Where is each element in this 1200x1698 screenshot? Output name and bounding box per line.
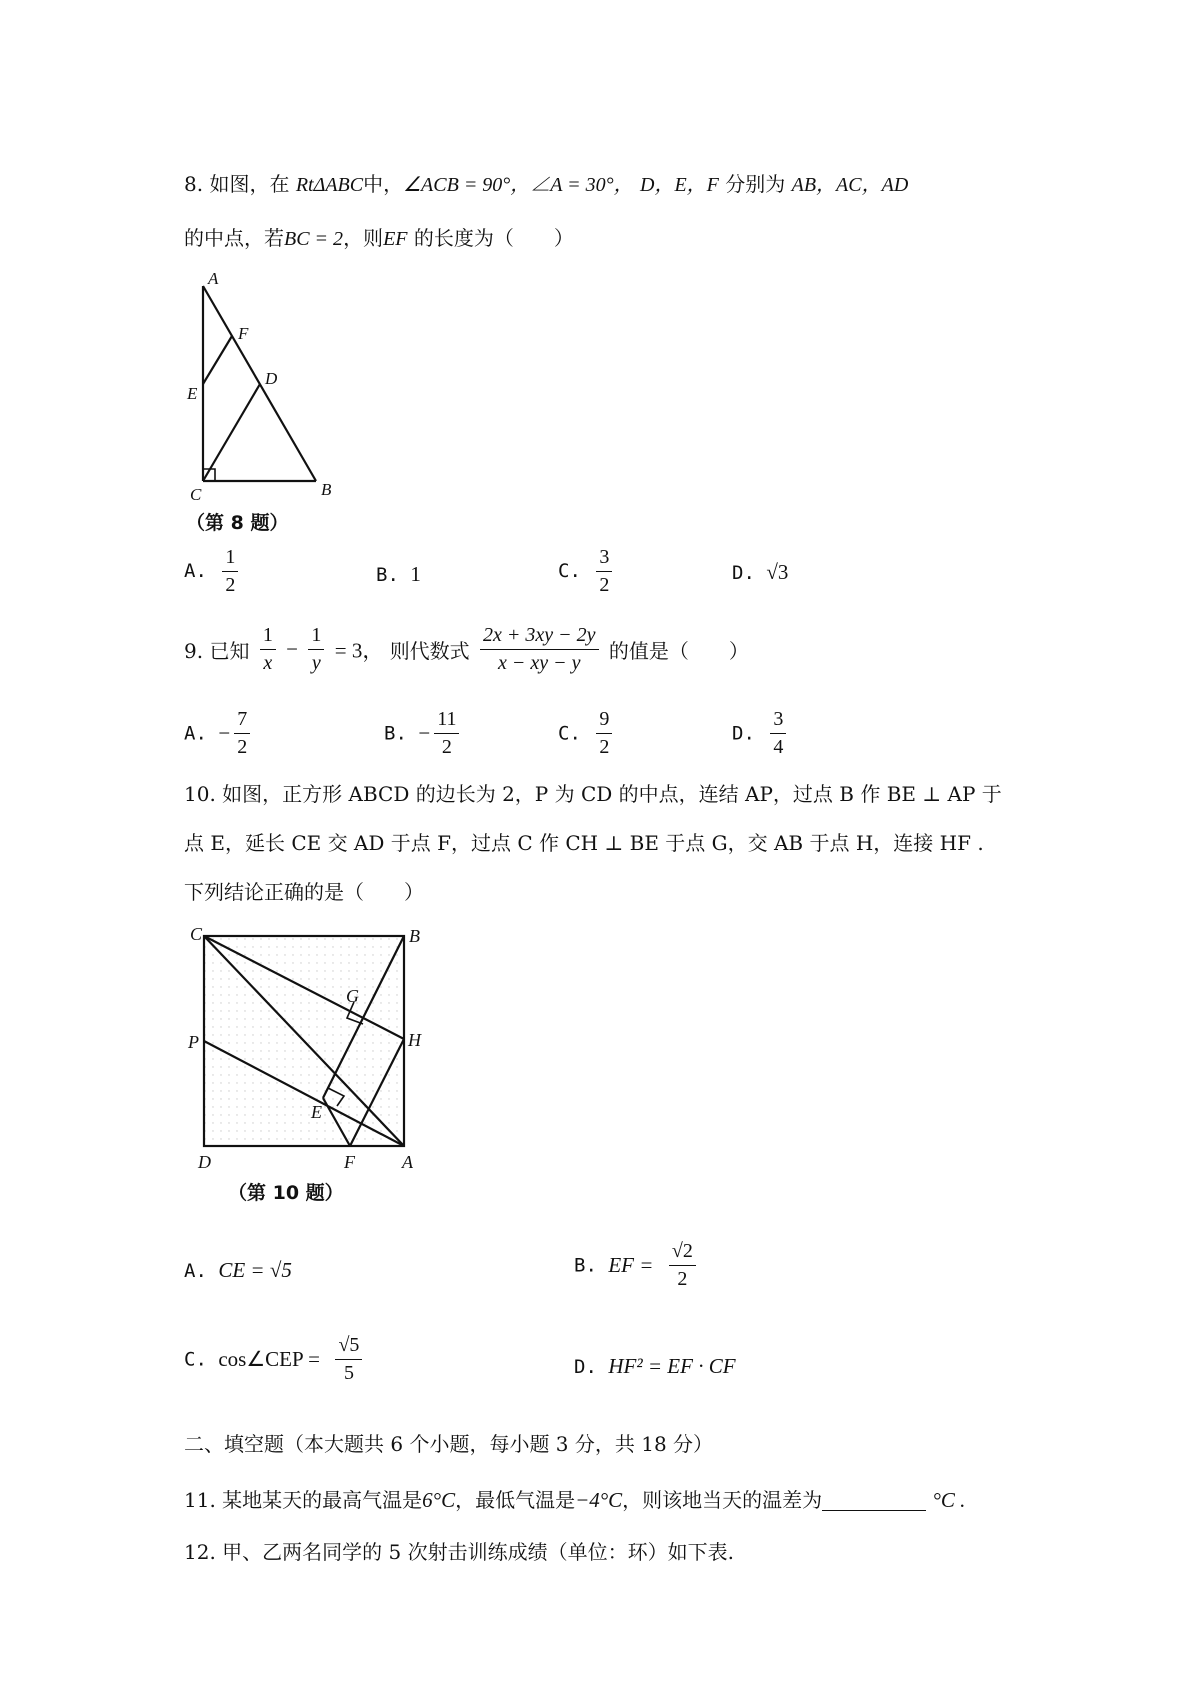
q10-label-p: P bbox=[188, 1032, 199, 1052]
q9-expr-num: 2x + 3xy − 2y bbox=[480, 624, 599, 650]
q10-option-b-left: EF = bbox=[608, 1253, 654, 1277]
q8-text: 分别为 bbox=[725, 172, 786, 196]
q8-option-a bbox=[184, 546, 242, 597]
q8-option-c-num: 3 bbox=[596, 546, 612, 572]
q10-option-b-letter: B. bbox=[574, 1254, 597, 1277]
q8-option-d bbox=[732, 560, 788, 585]
q9-option-b-fraction bbox=[434, 708, 459, 759]
q10-stem-line2: 点 E，延长 CE 交 AD 于点 F，过点 C 作 CH ⊥ BE 于点 G，交 AB 于点 H，连接 HF . bbox=[184, 831, 984, 855]
q9-option-a-num: 7 bbox=[234, 708, 250, 734]
q8-option-b-letter: B. bbox=[376, 564, 399, 586]
q10-option-a-letter: A. bbox=[184, 1260, 207, 1282]
q8-text: ，则 bbox=[343, 226, 384, 250]
q9-option-a-sign: − bbox=[218, 721, 231, 745]
q10-label-h: H bbox=[408, 1030, 421, 1050]
q8-segment-ef bbox=[203, 336, 232, 384]
q8-figure bbox=[178, 268, 358, 508]
q8-text: 的长度为（ ） bbox=[413, 226, 574, 250]
q8-angles: ∠ACB = 90°，∠A = 30°， bbox=[403, 174, 634, 196]
q8-option-c-fraction bbox=[596, 546, 612, 597]
q8-option-d-value: √3 bbox=[766, 560, 789, 584]
q8-option-b-value: 1 bbox=[410, 562, 421, 586]
q9-fraction-2 bbox=[308, 624, 324, 675]
q8-bc: BC = 2 bbox=[284, 228, 344, 250]
q10-option-c bbox=[184, 1334, 366, 1385]
q11-answer-blank[interactable] bbox=[822, 1490, 926, 1511]
q9-option-c-letter: C. bbox=[558, 722, 581, 745]
q9-f2-num: 1 bbox=[308, 624, 324, 650]
q9-option-b bbox=[384, 708, 463, 759]
q11-low-temp: −4°C bbox=[575, 1488, 623, 1512]
q10-label-e: E bbox=[311, 1102, 322, 1122]
q11-text: ，最低气温是 bbox=[455, 1488, 576, 1512]
q9-equals: = 3， bbox=[334, 638, 384, 663]
q8-option-c bbox=[558, 546, 616, 597]
q9-f1-num: 1 bbox=[260, 624, 276, 650]
q11-high-temp: 6°C bbox=[422, 1488, 456, 1512]
q8-label-b: B bbox=[321, 480, 332, 499]
q10-option-b bbox=[574, 1240, 700, 1291]
q8-segment-cd bbox=[203, 384, 260, 481]
q9-expr-den: x − xy − y bbox=[498, 652, 581, 674]
q8-option-a-fraction bbox=[222, 546, 238, 597]
q9-option-a-letter: A. bbox=[184, 722, 207, 745]
q9-option-a-fraction bbox=[234, 708, 250, 759]
q8-option-d-letter: D. bbox=[732, 562, 755, 584]
q10-label-f: F bbox=[344, 1152, 355, 1172]
q9-option-b-den: 2 bbox=[441, 736, 452, 758]
q9-option-a-den: 2 bbox=[237, 736, 248, 758]
q8-label-e: E bbox=[187, 384, 198, 403]
q8-ef: EF bbox=[383, 228, 408, 250]
q10-caption: （第 10 题） bbox=[228, 1182, 344, 1204]
q10-label-a: A bbox=[402, 1152, 413, 1172]
q9-option-b-letter: B. bbox=[384, 722, 407, 745]
q9-option-c-num: 9 bbox=[596, 708, 612, 734]
q9-stem bbox=[184, 624, 749, 675]
q9-f1-den: x bbox=[263, 652, 273, 674]
q8-text: 8. 如图，在 bbox=[184, 172, 290, 196]
q8-stem-line2 bbox=[184, 222, 574, 251]
q10-option-d bbox=[574, 1354, 736, 1379]
q9-fraction-1 bbox=[260, 624, 276, 675]
q8-option-c-letter: C. bbox=[558, 560, 581, 582]
q8-label-f: F bbox=[238, 324, 249, 343]
q10-option-d-letter: D. bbox=[574, 1356, 597, 1378]
q9-expression bbox=[480, 624, 599, 675]
q9-option-d-letter: D. bbox=[732, 722, 755, 745]
q8-text: 的中点，若 bbox=[184, 226, 284, 250]
q9-option-a bbox=[184, 708, 254, 759]
q9-option-c-den: 2 bbox=[599, 736, 610, 758]
q11-unit: °C . bbox=[932, 1488, 966, 1512]
q12-stem: 12. 甲、乙两名同学的 5 次射击训练成绩（单位：环）如下表. bbox=[184, 1540, 734, 1564]
q9-text: 的值是（ ） bbox=[608, 639, 749, 663]
q8-option-a-letter: A. bbox=[184, 560, 207, 582]
q8-option-b bbox=[376, 562, 421, 587]
q10-option-d-text: HF² = EF · CF bbox=[608, 1354, 736, 1378]
q8-caption: （第 8 题） bbox=[186, 512, 289, 534]
q8-text: 中， bbox=[363, 172, 404, 196]
q11-stem bbox=[184, 1484, 965, 1513]
q9-option-d-fraction bbox=[770, 708, 786, 759]
q10-label-g: G bbox=[346, 986, 359, 1006]
q8-option-c-den: 2 bbox=[599, 574, 610, 596]
q10-option-c-den: 5 bbox=[343, 1362, 354, 1384]
section-heading: 二、填空题（本大题共 6 个小题，每小题 3 分，共 18 分） bbox=[184, 1432, 714, 1456]
q8-option-a-den: 2 bbox=[225, 574, 236, 596]
q10-option-c-fraction bbox=[335, 1334, 362, 1385]
q10-label-b: B bbox=[409, 926, 420, 946]
q10-option-c-letter: C. bbox=[184, 1348, 207, 1371]
q11-text: ，则该地当天的温差为 bbox=[622, 1488, 823, 1512]
q8-label-c: C bbox=[190, 485, 202, 504]
q11-text: 11. 某地某天的最高气温是 bbox=[184, 1488, 423, 1512]
q9-option-b-sign: − bbox=[418, 721, 431, 745]
q10-option-a bbox=[184, 1258, 292, 1283]
q10-stem-line3: 下列结论正确的是（ ） bbox=[184, 880, 424, 904]
q10-option-c-left: cos∠CEP = bbox=[218, 1347, 320, 1371]
q10-figure bbox=[180, 922, 450, 1184]
q9-option-c-fraction bbox=[596, 708, 612, 759]
q9-f2-den: y bbox=[311, 652, 321, 674]
q9-option-d bbox=[732, 708, 790, 759]
q10-option-c-num: √5 bbox=[335, 1334, 362, 1360]
q9-option-d-num: 3 bbox=[770, 708, 786, 734]
q10-option-b-den: 2 bbox=[677, 1268, 688, 1290]
q10-stem-line1: 10. 如图，正方形 ABCD 的边长为 2，P 为 CD 的中点，连结 AP，过点 B 作 BE ⊥ AP 于 bbox=[184, 782, 1002, 806]
q9-minus: − bbox=[286, 637, 299, 661]
q8-label-a: A bbox=[208, 269, 219, 288]
q10-option-b-fraction bbox=[669, 1240, 696, 1291]
q10-label-d: D bbox=[198, 1152, 211, 1172]
q9-text: 9. 已知 bbox=[184, 639, 250, 663]
q8-sides: AB，AC，AD bbox=[791, 174, 909, 196]
q9-option-b-num: 11 bbox=[434, 708, 459, 734]
q9-text: 则代数式 bbox=[389, 639, 470, 663]
q8-triangle: RtΔABC bbox=[295, 174, 364, 196]
q10-option-b-num: √2 bbox=[669, 1240, 696, 1266]
q8-points: D，E，F bbox=[640, 174, 719, 196]
q10-label-c: C bbox=[190, 924, 203, 944]
q8-option-a-num: 1 bbox=[222, 546, 238, 572]
q10-option-a-text: CE = √5 bbox=[218, 1258, 292, 1282]
q8-label-d: D bbox=[265, 369, 278, 388]
q9-option-d-den: 4 bbox=[773, 736, 784, 758]
q9-option-c bbox=[558, 708, 616, 759]
q8-stem-line1 bbox=[184, 168, 908, 197]
